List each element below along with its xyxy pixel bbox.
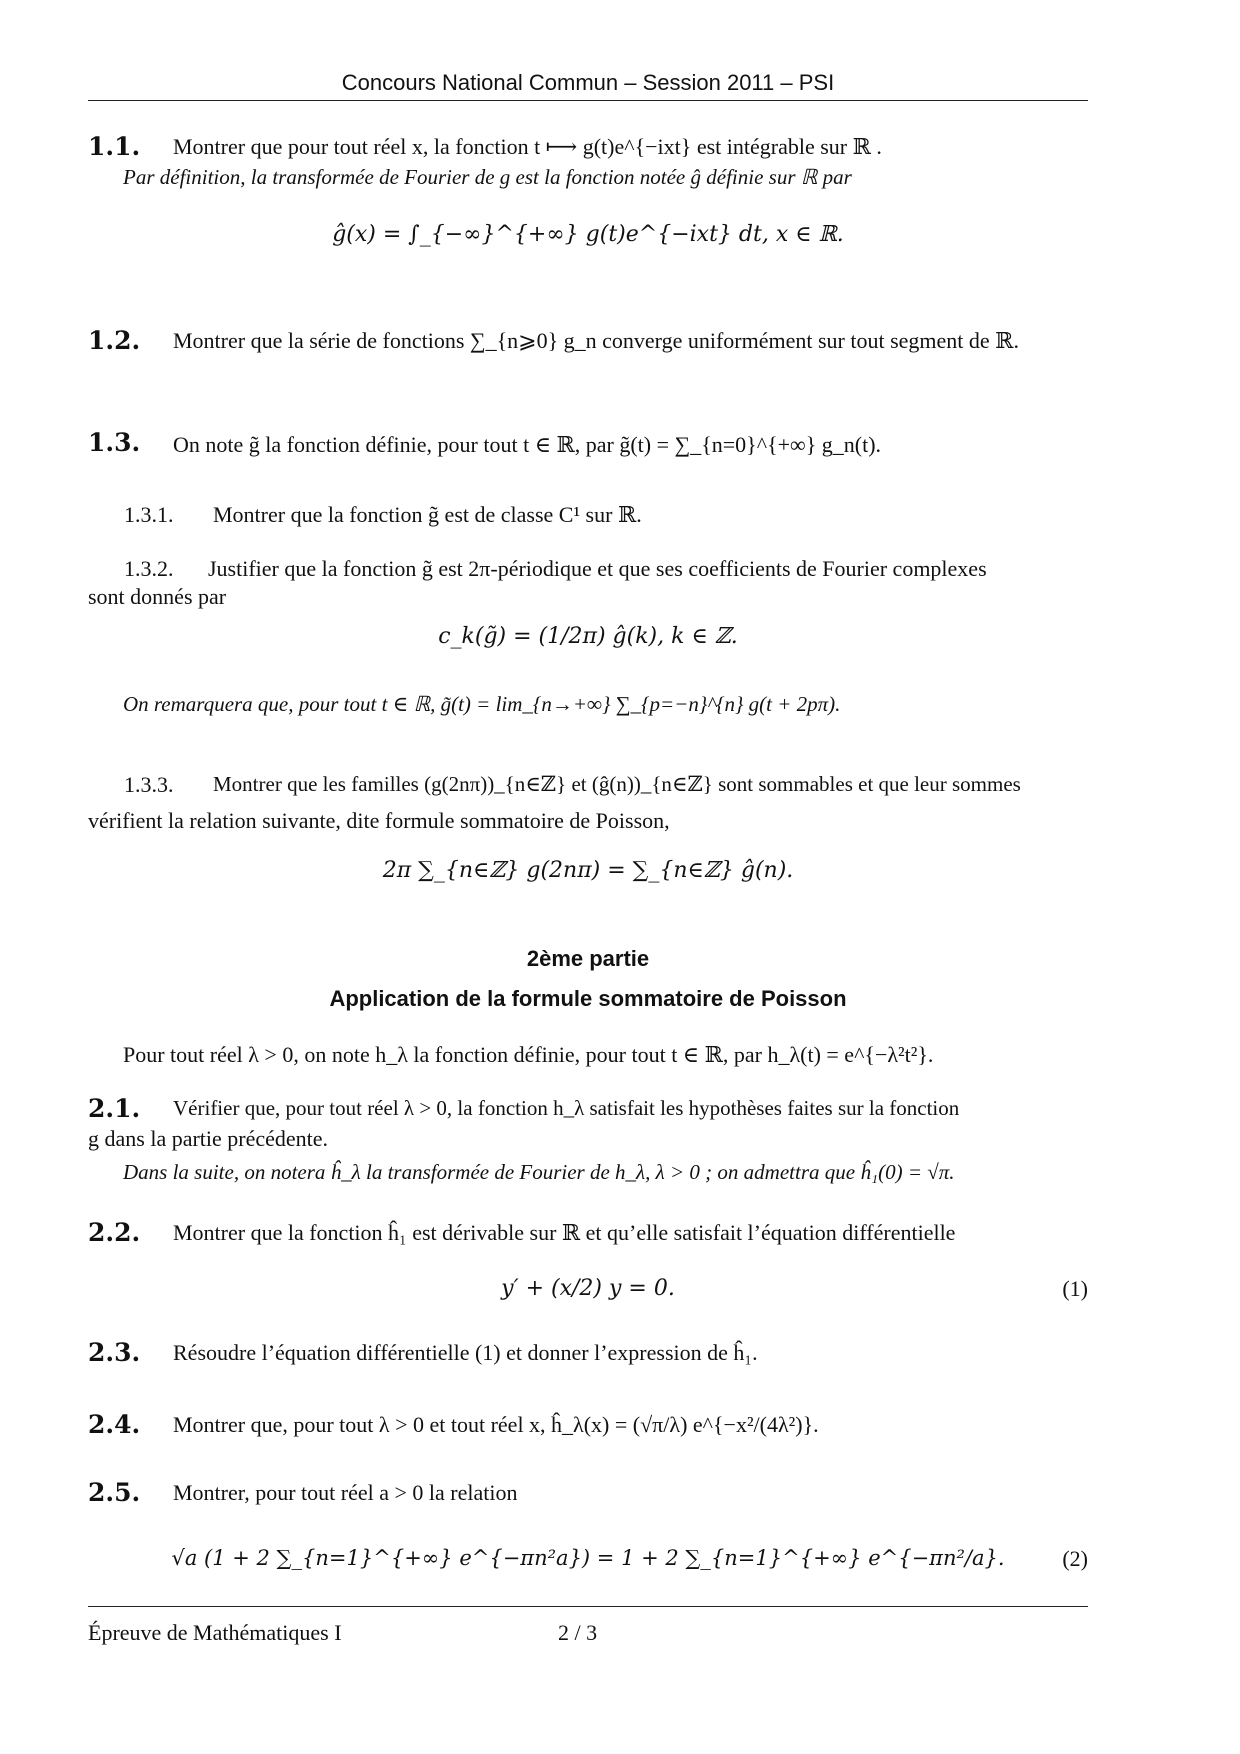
remark-text: On remarquera que, pour tout t ∈ ℝ, g̃(t) = lim_{n→+∞} ∑_{p=−n}^{n} g(t + 2pπ). (123, 692, 841, 716)
q1-3-1-text: Montrer que la fonction g̃ est de classe C¹ sur ℝ. (213, 502, 642, 527)
equation-label: (1) (1062, 1276, 1088, 1301)
q1-3-3-text-line1: Montrer que les familles (g(2nπ))_{n∈ℤ} et (ĝ(n))_{n∈ℤ} sont sommables et que leur sommes (213, 772, 1021, 796)
page-number: 2 / 3 (558, 1620, 598, 1645)
question-number: 2.2. (88, 1218, 141, 1247)
q1-3-2-text-line1: Justifier que la fonction g̃ est 2π-périodique et que ses coefficients de Fourier complexes (208, 556, 987, 581)
q1-2-text: Montrer que la série de fonctions ∑_{n⩾0} g_n converge uniformément sur tout segment de ℝ. (173, 328, 1019, 353)
subquestion-number: 1.3.3. (124, 772, 174, 797)
q2-4-text: Montrer que, pour tout λ > 0 et tout réel x, ĥ_λ(x) = (√π/λ) e^{−x²/(4λ²)}. (173, 1412, 819, 1437)
header-rule (88, 100, 1088, 101)
q1-3-2-text-line2: sont donnés par (88, 584, 227, 609)
footer-rule (88, 1606, 1088, 1607)
q2-2-text: Montrer que la fonction ĥ₁ est dérivable sur ℝ et qu’elle satisfait l’équation différentielle (173, 1220, 956, 1245)
page (88, 0, 1088, 1754)
q2-1-text-line2: g dans la partie précédente. (88, 1126, 329, 1151)
q1-3-text: On note g̃ la fonction définie, pour tout t ∈ ℝ, par g̃(t) = ∑_{n=0}^{+∞} g_n(t). (173, 432, 882, 457)
fourier-coefficients-formula: c_k(g̃) = (1/2π) ĝ(k), k ∈ ℤ. (438, 624, 738, 649)
differential-equation: y′ + (x/2) y = 0. (501, 1276, 675, 1301)
part-title: Application de la formule sommatoire de Poisson (329, 986, 847, 1011)
page-header: Concours National Commun – Session 2011 – PSI (341, 70, 835, 95)
question-number: 2.3. (88, 1338, 141, 1367)
remark-text: Dans la suite, on notera ĥ_λ la transformée de Fourier de h_λ, λ > 0 ; on admettra que ĥ₁(0) = √π. (123, 1160, 955, 1184)
poisson-formula: 2π ∑_{n∈ℤ} g(2nπ) = ∑_{n∈ℤ} ĝ(n). (382, 858, 794, 883)
question-number: 1.3. (88, 428, 141, 457)
part2-intro-text: Pour tout réel λ > 0, on note h_λ la fonction définie, pour tout t ∈ ℝ, par h_λ(t) = e^{−λ²t²}. (123, 1042, 934, 1067)
question-text (173, 134, 882, 160)
question-number: 1.2. (88, 326, 141, 355)
q1-1-text: Montrer que pour tout réel x, la fonction t ⟼ g(t)e^{−ixt} est intégrable sur ℝ . (173, 134, 882, 159)
question-number: 1.1. (88, 132, 141, 161)
fourier-formula: ĝ(x) = ∫_{−∞}^{+∞} g(t)e^{−ixt} dt, x ∈ ℝ. (332, 222, 844, 247)
part-title-number: 2ème partie (526, 946, 650, 971)
question-number: 2.5. (88, 1478, 141, 1507)
footer-exam-name: Épreuve de Mathématiques I (88, 1620, 342, 1645)
q2-1-text-line1: Vérifier que, pour tout réel λ > 0, la fonction h_λ satisfait les hypothèses faites sur la fonction (173, 1096, 960, 1120)
question-number: 2.1. (88, 1094, 141, 1123)
subquestion-number: 1.3.2. (124, 556, 174, 581)
q1-3-3-text-line2: vérifient la relation suivante, dite formule sommatoire de Poisson, (88, 808, 670, 833)
jacobi-relation-formula: √a (1 + 2 ∑_{n=1}^{+∞} e^{−πn²a}) = 1 + 2 ∑_{n=1}^{+∞} e^{−πn²/a}. (171, 1546, 1005, 1570)
q2-5-text: Montrer, pour tout réel a > 0 la relation (173, 1480, 518, 1505)
definition-text: Par définition, la transformée de Fourier de g est la fonction notée ĝ définie sur ℝ par (123, 165, 852, 189)
q2-3-text: Résoudre l’équation différentielle (1) et donner l’expression de ĥ₁. (173, 1340, 758, 1365)
question-number: 2.4. (88, 1410, 141, 1439)
subquestion-number: 1.3.1. (124, 502, 174, 527)
equation-label: (2) (1062, 1546, 1088, 1571)
